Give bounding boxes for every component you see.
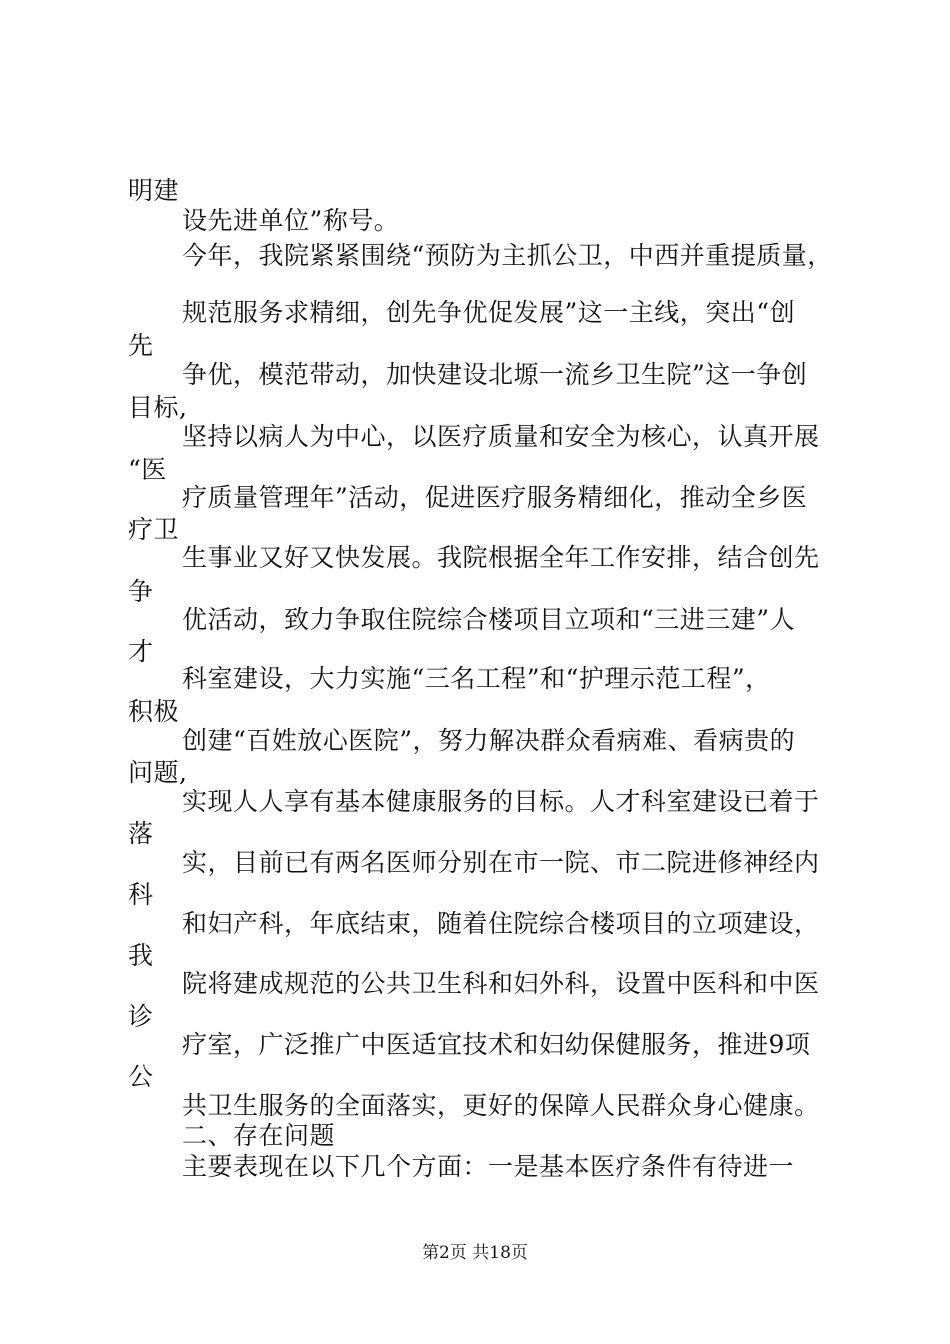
text-line: 积极	[128, 697, 180, 726]
text-line: 先	[128, 331, 154, 360]
text-line: 规范服务求精细，创先争优促发展”这一主线，突出“创	[182, 298, 796, 327]
text-line: 我	[128, 941, 154, 970]
text-line: 诊	[128, 1002, 154, 1031]
text-line: 坚持以病人为中心，以医疗质量和安全为核心，认真开展	[182, 422, 820, 451]
text-line: 问题,	[128, 758, 188, 787]
text-line: 创建“百姓放心医院”，努力解决群众看病难、看病贵的	[182, 726, 796, 755]
text-line: 目标,	[128, 393, 188, 422]
text-line: 主要表现在以下几个方面：一是基本医疗条件有待进一	[182, 1152, 795, 1181]
text-line: 实现人人享有基本健康服务的目标。人才科室建设已着于	[182, 787, 820, 816]
text-line: 科室建设，大力实施“三名工程”和“护理示范工程”，	[182, 664, 771, 693]
section-heading: 二、存在问题	[182, 1121, 336, 1150]
text-line: 争优，模范带动，加快建设北塬一流乡卫生院”这一争创	[182, 360, 808, 389]
text-line: 疗室，广泛推广中医适宜技术和妇幼保健服务，推进9项	[182, 1030, 811, 1059]
text-line: 和妇产科，年底结束，随着住院综合楼项目的立项建设，	[182, 909, 820, 938]
text-line: 才	[128, 637, 154, 666]
text-line: 优活动，致力争取住院综合楼项目立项和“三进三建”人	[182, 605, 796, 634]
text-line: 落	[128, 819, 154, 848]
text-line: 科	[128, 880, 154, 909]
text-line: 今年，我院紧紧围绕“预防为主抓公卫，中西并重提质量，	[182, 241, 833, 270]
text-line: “医	[128, 455, 167, 484]
text-line: 公	[128, 1062, 154, 1091]
text-line: 设先进单位”称号。	[182, 206, 400, 235]
text-line: 争	[128, 577, 154, 606]
text-line: 疗质量管理年”活动，促进医疗服务精细化，推动全乡医	[182, 483, 808, 512]
text-line: 生事业又好又快发展。我院根据全年工作安排，结合创先	[182, 543, 820, 572]
text-line: 明建	[128, 176, 180, 205]
text-line: 共卫生服务的全面落实，更好的保障人民群众身心健康。	[182, 1091, 820, 1120]
text-line: 实，目前已有两名医师分别在市一院、市二院进修神经内	[182, 848, 820, 877]
page-number: 第2页 共18页	[422, 1243, 528, 1263]
text-line: 疗卫	[128, 515, 180, 544]
text-line: 院将建成规范的公共卫生科和妇外科，设置中医科和中医	[182, 969, 820, 998]
